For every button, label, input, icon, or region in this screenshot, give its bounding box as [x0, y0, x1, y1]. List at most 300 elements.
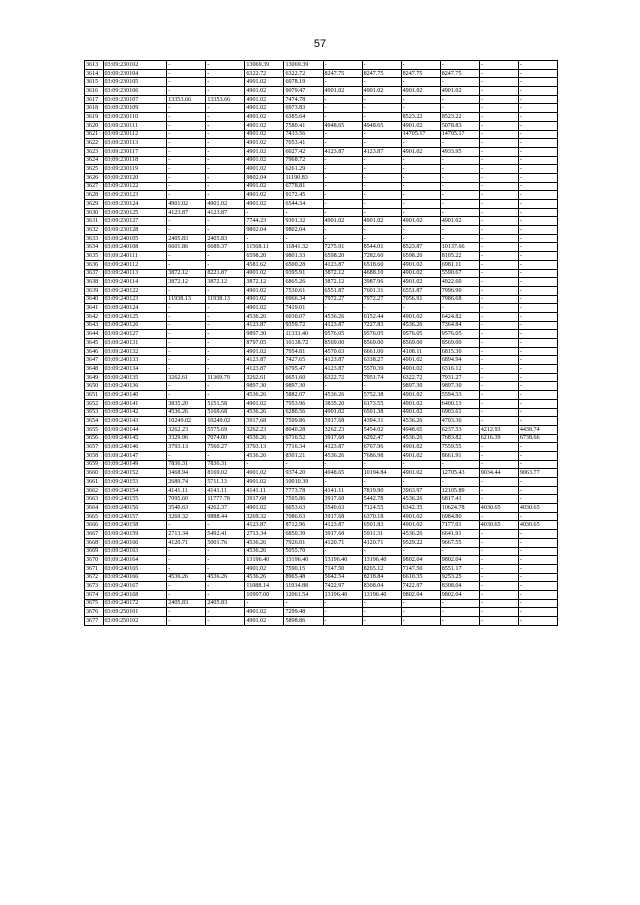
value-cell: 7419.01 [284, 304, 323, 313]
value-cell: 4948.65 [362, 121, 401, 130]
value-cell: 4536.26 [323, 451, 362, 460]
row-number-cell: 3659 [85, 460, 104, 469]
value-cell: 9576.05 [362, 330, 401, 339]
value-cell: 9897.30 [245, 330, 284, 339]
value-cell: - [362, 226, 401, 235]
value-cell: - [479, 278, 518, 287]
value-cell: - [167, 356, 206, 365]
value-cell: 3835.20 [167, 399, 206, 408]
value-cell: - [323, 104, 362, 113]
value-cell: 7056.91 [401, 295, 440, 304]
code-cell: 03:09:240113 [103, 269, 167, 278]
value-cell: 6738.66 [518, 434, 557, 443]
value-cell: 4123.87 [206, 208, 245, 217]
value-cell: - [362, 617, 401, 626]
value-cell: - [479, 417, 518, 426]
code-cell: 03:09:240112 [103, 260, 167, 269]
value-cell: 13353.66 [206, 95, 245, 104]
value-cell: 7422.97 [401, 582, 440, 591]
value-cell: - [479, 286, 518, 295]
value-cell: - [206, 217, 245, 226]
value-cell: - [206, 286, 245, 295]
value-cell: 4901.02 [401, 121, 440, 130]
row-number-cell: 3631 [85, 217, 104, 226]
code-cell: 03:09:230128 [103, 226, 167, 235]
value-cell: - [206, 582, 245, 591]
code-cell: 03:09:230120 [103, 173, 167, 182]
row-number-cell: 3629 [85, 200, 104, 209]
value-cell: - [323, 61, 362, 70]
value-cell: 4901.02 [401, 269, 440, 278]
code-cell: 03:09:230113 [103, 139, 167, 148]
value-cell: - [245, 234, 284, 243]
value-cell: 13196.40 [323, 590, 362, 599]
value-cell: 9576.05 [323, 330, 362, 339]
row-number-cell: 3665 [85, 512, 104, 521]
code-cell: 03:09:240144 [103, 425, 167, 434]
value-cell: 4901.02 [323, 87, 362, 96]
value-cell: - [518, 451, 557, 460]
value-cell: - [323, 547, 362, 556]
value-cell: - [167, 252, 206, 261]
row-number-cell: 3623 [85, 147, 104, 156]
table-row [85, 113, 558, 122]
value-cell: 4901.02 [401, 217, 440, 226]
value-cell: 4688.10 [362, 269, 401, 278]
value-cell: 7095.60 [167, 495, 206, 504]
value-cell: 8247.75 [362, 69, 401, 78]
value-cell: - [245, 460, 284, 469]
code-cell: 03:09:240172 [103, 599, 167, 608]
value-cell: - [167, 69, 206, 78]
value-cell: - [518, 278, 557, 287]
value-cell: 6385.64 [284, 113, 323, 122]
table-row [85, 173, 558, 182]
code-cell: 03:09:240158 [103, 521, 167, 530]
row-number-cell: 3676 [85, 608, 104, 617]
row-number-cell: 3643 [85, 321, 104, 330]
value-cell: - [323, 234, 362, 243]
value-cell: 6598.20 [401, 252, 440, 261]
value-cell: - [518, 339, 557, 348]
value-cell: - [479, 95, 518, 104]
value-cell: 13196.40 [323, 556, 362, 565]
value-cell: - [362, 182, 401, 191]
value-cell: 7275.91 [323, 243, 362, 252]
value-cell: 4141.11 [245, 486, 284, 495]
value-cell: 6152.44 [362, 312, 401, 321]
code-cell: 03:09:240123 [103, 295, 167, 304]
value-cell: 6903.61 [440, 408, 479, 417]
value-cell: 7599.86 [284, 417, 323, 426]
value-cell: 7819.90 [362, 486, 401, 495]
value-cell: - [284, 208, 323, 217]
value-cell: - [206, 391, 245, 400]
value-cell: 8569.00 [362, 339, 401, 348]
code-cell: 03:09:240135 [103, 373, 167, 382]
code-cell: 03:09:240147 [103, 451, 167, 460]
value-cell: 7931.27 [440, 373, 479, 382]
value-cell: 11777.78 [206, 495, 245, 504]
table-row [85, 234, 558, 243]
value-cell: - [479, 312, 518, 321]
row-number-cell: 3658 [85, 451, 104, 460]
value-cell: - [440, 173, 479, 182]
table-row [85, 147, 558, 156]
code-cell: 03:09:230106 [103, 87, 167, 96]
value-cell: 8569.00 [323, 339, 362, 348]
value-cell: 7595.86 [284, 495, 323, 504]
value-cell: 10249.02 [167, 417, 206, 426]
value-cell: 9888.44 [206, 512, 245, 521]
value-cell: 7053.41 [284, 139, 323, 148]
value-cell: 4901.02 [401, 87, 440, 96]
value-cell: 3872.12 [323, 278, 362, 287]
value-cell: - [362, 460, 401, 469]
value-cell: - [479, 61, 518, 70]
value-cell: - [518, 295, 557, 304]
table-row [85, 339, 558, 348]
value-cell: - [206, 121, 245, 130]
value-cell: 6966.34 [284, 295, 323, 304]
value-cell: 7474.78 [284, 95, 323, 104]
value-cell: 7427.65 [284, 356, 323, 365]
value-cell: 6894.94 [440, 356, 479, 365]
value-cell: - [479, 599, 518, 608]
table-row [85, 564, 558, 573]
table-row [85, 356, 558, 365]
value-cell: - [167, 347, 206, 356]
value-cell: - [518, 538, 557, 547]
value-cell: 4901.02 [362, 87, 401, 96]
value-cell: 6338.27 [362, 356, 401, 365]
value-cell: 4901.02 [401, 147, 440, 156]
table-row [85, 417, 558, 426]
value-cell: 3917.68 [323, 434, 362, 443]
value-cell: - [362, 173, 401, 182]
row-number-cell: 3647 [85, 356, 104, 365]
code-cell: 03:09:240125 [103, 312, 167, 321]
value-cell: 7422.97 [323, 582, 362, 591]
value-cell: 6322.72 [284, 69, 323, 78]
value-cell: - [167, 260, 206, 269]
value-cell: - [206, 165, 245, 174]
value-cell: - [440, 304, 479, 313]
value-cell: - [518, 130, 557, 139]
code-cell: 03:09:240124 [103, 304, 167, 313]
value-cell: 9897.30 [401, 382, 440, 391]
value-cell: 4901.02 [401, 278, 440, 287]
value-cell: - [479, 69, 518, 78]
data-table [84, 60, 558, 626]
row-number-cell: 3667 [85, 530, 104, 539]
value-cell: 3872.12 [167, 269, 206, 278]
code-cell: 03:09:240167 [103, 582, 167, 591]
value-cell: - [518, 69, 557, 78]
table-row [85, 478, 558, 487]
value-cell: - [167, 304, 206, 313]
row-number-cell: 3614 [85, 69, 104, 78]
code-cell: 03:09:230111 [103, 121, 167, 130]
value-cell: - [362, 130, 401, 139]
value-cell: - [323, 304, 362, 313]
code-cell: 03:09:240136 [103, 382, 167, 391]
value-cell: 4948.65 [323, 121, 362, 130]
value-cell: 5752.38 [362, 391, 401, 400]
value-cell: - [206, 590, 245, 599]
table-row [85, 590, 558, 599]
value-cell: - [401, 173, 440, 182]
value-cell: - [206, 61, 245, 70]
value-cell: 4901.02 [245, 399, 284, 408]
value-cell: - [167, 556, 206, 565]
value-cell: 4901.02 [401, 260, 440, 269]
value-cell: - [284, 599, 323, 608]
value-cell: 11088.14 [245, 582, 284, 591]
value-cell: 5882.07 [284, 391, 323, 400]
value-cell: 3269.32 [245, 512, 284, 521]
value-cell: - [479, 556, 518, 565]
value-cell: 5590.67 [440, 269, 479, 278]
row-number-cell: 3649 [85, 373, 104, 382]
value-cell: 4901.02 [245, 504, 284, 513]
table-row [85, 434, 558, 443]
value-cell: 6316.12 [440, 365, 479, 374]
table-row [85, 538, 558, 547]
value-cell: - [479, 121, 518, 130]
value-cell: 4901.02 [245, 156, 284, 165]
value-cell: 7836.31 [167, 460, 206, 469]
value-cell: - [479, 399, 518, 408]
value-cell: 7147.50 [401, 564, 440, 573]
value-cell: 7951.74 [362, 373, 401, 382]
value-cell: - [167, 182, 206, 191]
table-row [85, 556, 558, 565]
value-cell: - [518, 226, 557, 235]
value-cell: 7590.15 [284, 564, 323, 573]
value-cell: 6518.60 [362, 260, 401, 269]
row-number-cell: 3641 [85, 304, 104, 313]
value-cell: - [167, 365, 206, 374]
value-cell: - [479, 295, 518, 304]
value-cell: - [479, 321, 518, 330]
code-cell: 03:09:230119 [103, 165, 167, 174]
value-cell: - [167, 590, 206, 599]
value-cell: 5492.41 [206, 530, 245, 539]
value-cell: 11841.32 [284, 243, 323, 252]
value-cell: - [401, 95, 440, 104]
value-cell: 8797.05 [245, 339, 284, 348]
page-number: 57 [313, 38, 327, 50]
value-cell: 6322.72 [245, 69, 284, 78]
row-number-cell: 3666 [85, 521, 104, 530]
value-cell: 4703.36 [440, 417, 479, 426]
table-row [85, 226, 558, 235]
value-cell: - [479, 617, 518, 626]
table-row [85, 182, 558, 191]
value-cell: 7996.90 [440, 286, 479, 295]
value-cell: - [440, 191, 479, 200]
value-cell: 6237.53 [440, 425, 479, 434]
table-body [85, 61, 558, 626]
table-row [85, 139, 558, 148]
value-cell: 6342.35 [401, 504, 440, 513]
table-row [85, 486, 558, 495]
value-cell: 3917.68 [323, 512, 362, 521]
value-cell: - [479, 104, 518, 113]
value-cell: 5442.78 [362, 495, 401, 504]
table-row [85, 504, 558, 513]
value-cell: - [440, 200, 479, 209]
value-cell: - [323, 139, 362, 148]
value-cell: 4901.02 [245, 608, 284, 617]
value-cell: 8569.00 [401, 339, 440, 348]
value-cell: 7530.61 [284, 286, 323, 295]
value-cell: 6500.28 [284, 260, 323, 269]
value-cell: 5001.76 [206, 538, 245, 547]
value-cell: - [518, 373, 557, 382]
value-cell: - [479, 208, 518, 217]
value-cell: 9802.04 [284, 226, 323, 235]
value-cell: 4030.65 [518, 504, 557, 513]
code-cell: 03:09:230109 [103, 104, 167, 113]
value-cell: - [479, 252, 518, 261]
value-cell: - [518, 382, 557, 391]
value-cell: - [440, 460, 479, 469]
code-cell: 03:09:240134 [103, 365, 167, 374]
value-cell: 6661.00 [362, 347, 401, 356]
value-cell: - [362, 104, 401, 113]
value-cell: - [206, 608, 245, 617]
value-cell: - [479, 147, 518, 156]
value-cell: 4123.87 [323, 521, 362, 530]
value-cell: 6280.56 [284, 408, 323, 417]
value-cell: - [479, 538, 518, 547]
value-cell: - [206, 78, 245, 87]
row-number-cell: 3616 [85, 87, 104, 96]
value-cell: 13196.40 [362, 590, 401, 599]
value-cell: - [401, 617, 440, 626]
value-cell: - [323, 608, 362, 617]
value-cell: 9576.05 [440, 330, 479, 339]
value-cell: - [401, 547, 440, 556]
value-cell: 3917.68 [323, 417, 362, 426]
value-cell: 7601.31 [362, 286, 401, 295]
value-cell: 4901.02 [245, 617, 284, 626]
value-cell: - [518, 486, 557, 495]
value-cell: - [401, 200, 440, 209]
value-cell: 4901.02 [401, 391, 440, 400]
value-cell: - [323, 165, 362, 174]
value-cell: 2689.74 [167, 478, 206, 487]
value-cell: 7074.00 [206, 434, 245, 443]
value-cell: - [323, 226, 362, 235]
value-cell: - [167, 130, 206, 139]
value-cell: 4120.71 [362, 538, 401, 547]
value-cell: - [518, 304, 557, 313]
row-number-cell: 3674 [85, 590, 104, 599]
value-cell: - [479, 339, 518, 348]
table-row [85, 243, 558, 252]
value-cell: - [518, 165, 557, 174]
value-cell: 6981.11 [440, 260, 479, 269]
value-cell: 6027.42 [284, 147, 323, 156]
code-cell: 03:09:250101 [103, 608, 167, 617]
value-cell: 3872.12 [206, 278, 245, 287]
value-cell: - [206, 87, 245, 96]
value-cell: 4141.11 [206, 486, 245, 495]
value-cell: 3540.63 [323, 504, 362, 513]
value-cell: - [206, 182, 245, 191]
table-row [85, 156, 558, 165]
value-cell: 4901.02 [245, 478, 284, 487]
value-cell: - [323, 78, 362, 87]
value-cell: - [518, 104, 557, 113]
value-cell: - [206, 139, 245, 148]
row-number-cell: 3670 [85, 556, 104, 565]
row-number-cell: 3624 [85, 156, 104, 165]
table-row [85, 312, 558, 321]
value-cell: 6973.83 [284, 104, 323, 113]
value-cell: - [323, 478, 362, 487]
value-cell: - [440, 478, 479, 487]
row-number-cell: 3642 [85, 312, 104, 321]
value-cell: 6817.41 [440, 495, 479, 504]
value-cell: 4123.87 [323, 321, 362, 330]
row-number-cell: 3672 [85, 573, 104, 582]
value-cell: 4901.02 [323, 408, 362, 417]
value-cell: 9802.04 [440, 556, 479, 565]
row-number-cell: 3656 [85, 434, 104, 443]
value-cell: 4123.87 [245, 356, 284, 365]
value-cell: 8040.28 [284, 425, 323, 434]
value-cell: 3917.68 [323, 530, 362, 539]
row-number-cell: 3648 [85, 365, 104, 374]
row-number-cell: 3651 [85, 391, 104, 400]
value-cell: - [518, 512, 557, 521]
value-cell: 9253.25 [440, 573, 479, 582]
row-number-cell: 3661 [85, 478, 104, 487]
value-cell: 3262.61 [167, 373, 206, 382]
table-row [85, 191, 558, 200]
value-cell: 4901.02 [245, 200, 284, 209]
table-row [85, 321, 558, 330]
value-cell: 4901.02 [401, 521, 440, 530]
value-cell: - [518, 460, 557, 469]
row-number-cell: 3645 [85, 339, 104, 348]
value-cell: - [440, 234, 479, 243]
value-cell: - [479, 330, 518, 339]
value-cell: 5055.70 [284, 547, 323, 556]
value-cell: - [440, 547, 479, 556]
value-cell: - [323, 130, 362, 139]
value-cell: 9374.20 [284, 469, 323, 478]
code-cell: 03:09:240159 [103, 530, 167, 539]
value-cell: 12061.54 [284, 590, 323, 599]
value-cell: - [518, 234, 557, 243]
value-cell: 13196.40 [362, 556, 401, 565]
value-cell: - [206, 69, 245, 78]
value-cell: - [518, 443, 557, 452]
value-cell: 5642.54 [323, 573, 362, 582]
value-cell: - [518, 608, 557, 617]
value-cell: - [518, 113, 557, 122]
row-number-cell: 3671 [85, 564, 104, 573]
value-cell: - [440, 599, 479, 608]
value-cell: - [479, 486, 518, 495]
value-cell: - [518, 182, 557, 191]
value-cell: - [206, 173, 245, 182]
